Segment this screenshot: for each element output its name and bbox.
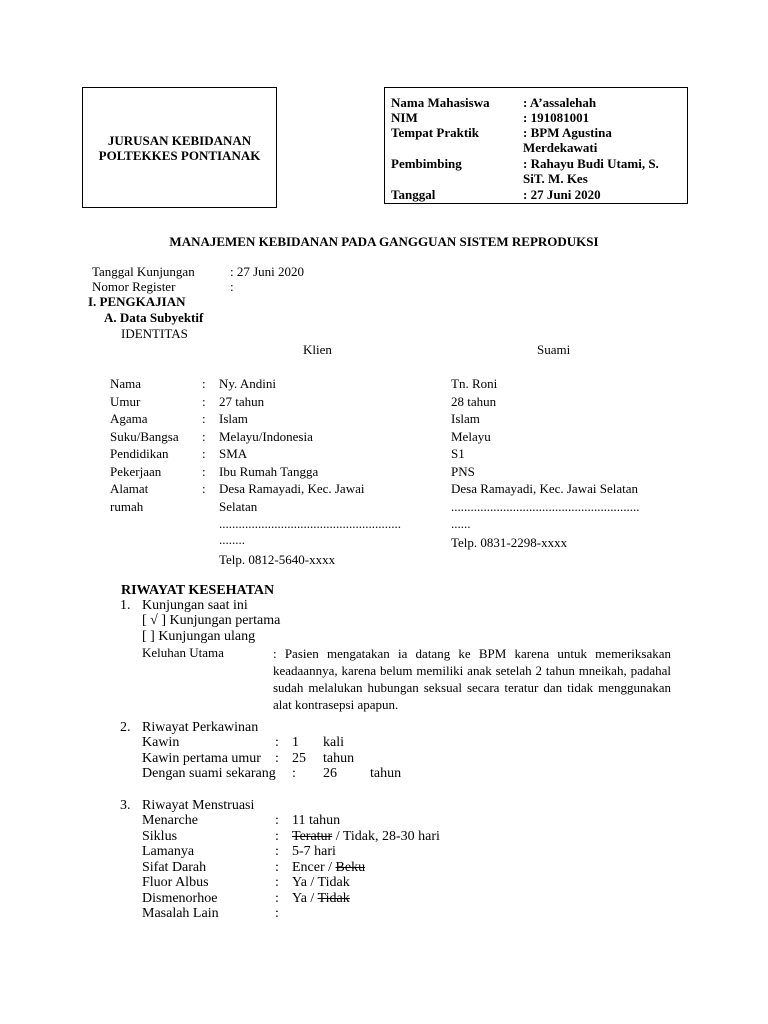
student-name-value: : A’assalehah bbox=[523, 95, 597, 110]
practice-place-label: Tempat Praktik bbox=[391, 125, 479, 140]
fluor-albus-label: Fluor Albus bbox=[142, 875, 209, 890]
subsection-data-subyektif: A. Data Subyektif bbox=[104, 310, 204, 325]
kawin-pertama-unit: tahun bbox=[323, 751, 355, 766]
klien-umur: 27 tahun bbox=[219, 394, 265, 409]
suami-agama: Islam bbox=[451, 411, 480, 426]
lamanya-value: 5-7 hari bbox=[292, 844, 336, 859]
kunjungan-label: Kunjungan saat ini bbox=[142, 598, 248, 613]
item-3-number: 3. bbox=[120, 798, 131, 813]
kawin-label: Kawin bbox=[142, 735, 180, 750]
kawin-pertama-value: 25 bbox=[292, 751, 306, 766]
masalah-lain-label: Masalah Lain bbox=[142, 906, 219, 921]
suami-sekarang-label: Dengan suami sekarang bbox=[142, 766, 276, 781]
dismenorhoe-value bbox=[292, 891, 350, 907]
colon: : bbox=[275, 875, 279, 890]
colon: : bbox=[275, 891, 279, 906]
kunjungan-pertama-option: [ √ ] Kunjungan pertama bbox=[142, 613, 281, 628]
suami-alamat: Desa Ramayadi, Kec. Jawai Selatan bbox=[451, 481, 638, 496]
section-pengkajian: I. PENGKAJIAN bbox=[88, 294, 186, 309]
colon: : bbox=[275, 844, 279, 859]
institution-name: POLTEKKES PONTIANAK bbox=[98, 147, 261, 163]
identity-label-pendidikan: Pendidikan bbox=[110, 446, 169, 461]
institution-dept: JURUSAN KEBIDANAN bbox=[107, 132, 252, 148]
colon: : bbox=[275, 860, 279, 875]
colon: : bbox=[275, 735, 279, 750]
identity-label-rumah: rumah bbox=[110, 499, 144, 514]
sifat-darah-label: Sifat Darah bbox=[142, 860, 207, 875]
riwayat-kesehatan-heading: RIWAYAT KESEHATAN bbox=[121, 583, 275, 598]
kawin-pertama-label: Kawin pertama umur bbox=[142, 751, 261, 766]
lamanya-label: Lamanya bbox=[142, 844, 195, 859]
identity-colon: : bbox=[202, 411, 206, 426]
student-info-box bbox=[384, 87, 688, 204]
menarche-value: 11 tahun bbox=[292, 813, 341, 828]
identity-label-agama: Agama bbox=[110, 411, 148, 426]
siklus-label: Siklus bbox=[142, 829, 178, 844]
klien-dots-1: ........................................................ bbox=[219, 516, 401, 531]
sifat-darah-value bbox=[292, 860, 365, 876]
perkawinan-label: Riwayat Perkawinan bbox=[142, 720, 259, 735]
suami-sekarang-value: 26 bbox=[323, 766, 337, 781]
identity-colon: : bbox=[202, 429, 206, 444]
suami-suku: Melayu bbox=[451, 429, 491, 444]
identity-colon: : bbox=[202, 376, 206, 391]
identity-label-alamat: Alamat bbox=[110, 481, 149, 496]
fluor-albus-value: Ya / Tidak bbox=[292, 875, 350, 890]
kawin-value: 1 bbox=[292, 735, 299, 750]
identity-colon: : bbox=[202, 446, 206, 461]
institution-box bbox=[82, 87, 277, 208]
keluhan-utama-text: : Pasien mengatakan ia datang ke BPM karena untuk memeriksakan keadaannya, karena belum memiliki anak setelah 2 tahun mneikah, padahal sudah melalukan hubungan seksual secara teratur dan tidak menggunakan alat kontrasepsi apapun. bbox=[273, 646, 671, 712]
menarche-label: Menarche bbox=[142, 813, 198, 828]
dismenorhoe-label: Dismenorhoe bbox=[142, 891, 218, 906]
siklus-struck-option: Teratur bbox=[292, 829, 333, 844]
siklus-rest: / Tidak, 28-30 hari bbox=[332, 829, 440, 844]
item-1-number: 1. bbox=[120, 598, 131, 613]
klien-alamat-cont: Selatan bbox=[219, 499, 258, 514]
suami-dots-1: .......................................................... bbox=[451, 499, 640, 514]
suami-nama: Tn. Roni bbox=[451, 376, 498, 391]
kawin-unit: kali bbox=[323, 735, 344, 750]
identity-colon: : bbox=[202, 464, 206, 479]
student-name-label: Nama Mahasiswa bbox=[391, 95, 490, 110]
siklus-value bbox=[292, 829, 440, 845]
document-title: MANAJEMEN KEBIDANAN PADA GANGGUAN SISTEM REPRODUKSI bbox=[169, 234, 599, 249]
kunjungan-ulang-option: [ ] Kunjungan ulang bbox=[142, 629, 256, 644]
suami-pendidikan: S1 bbox=[451, 446, 465, 461]
klien-telp: Telp. 0812-5640-xxxx bbox=[219, 552, 336, 567]
suami-sekarang-unit: tahun bbox=[370, 766, 402, 781]
sifat-darah-selected: Encer / bbox=[292, 860, 336, 875]
item-2-number: 2. bbox=[120, 720, 131, 735]
suami-pekerjaan: PNS bbox=[451, 464, 475, 479]
identity-label-pekerjaan: Pekerjaan bbox=[110, 464, 162, 479]
colon: : bbox=[275, 829, 279, 844]
date-value: : 27 Juni 2020 bbox=[523, 187, 601, 202]
colon: : bbox=[275, 751, 279, 766]
klien-suku: Melayu/Indonesia bbox=[219, 429, 313, 444]
identity-colon: : bbox=[202, 394, 206, 409]
visit-date-label: Tanggal Kunjungan bbox=[92, 264, 195, 279]
menstruasi-label: Riwayat Menstruasi bbox=[142, 798, 255, 813]
klien-dots-2: ........ bbox=[219, 532, 245, 547]
identity-label-suku: Suku/Bangsa bbox=[110, 429, 179, 444]
klien-nama: Ny. Andini bbox=[219, 376, 276, 391]
column-suami: Suami bbox=[537, 342, 571, 357]
klien-pendidikan: SMA bbox=[219, 446, 248, 461]
identity-label-nama: Nama bbox=[110, 376, 142, 391]
dismenorhoe-selected: Ya / bbox=[292, 891, 318, 906]
visit-date-value: : 27 Juni 2020 bbox=[230, 264, 305, 279]
column-klien: Klien bbox=[303, 342, 332, 357]
colon: : bbox=[275, 906, 279, 921]
register-label: Nomor Register bbox=[92, 279, 176, 294]
register-value: : bbox=[230, 279, 234, 294]
nim-value: : 191081001 bbox=[523, 110, 590, 125]
suami-umur: 28 tahun bbox=[451, 394, 497, 409]
suami-telp: Telp. 0831-2298-xxxx bbox=[451, 535, 568, 550]
sifat-darah-struck-option: Beku bbox=[335, 860, 366, 875]
colon: : bbox=[292, 766, 296, 781]
identitas-heading: IDENTITAS bbox=[121, 326, 188, 341]
suami-dots-2: ...... bbox=[451, 516, 471, 531]
klien-agama: Islam bbox=[219, 411, 248, 426]
klien-pekerjaan: Ibu Rumah Tangga bbox=[219, 464, 319, 479]
dismenorhoe-struck-option: Tidak bbox=[317, 891, 350, 906]
practice-place-value: : BPM Agustina Merdekawati bbox=[523, 125, 612, 155]
klien-alamat: Desa Ramayadi, Kec. Jawai bbox=[219, 481, 365, 496]
identity-colon: : bbox=[202, 481, 206, 496]
nim-label: NIM bbox=[391, 110, 418, 125]
identity-label-umur: Umur bbox=[110, 394, 141, 409]
keluhan-utama-label: Keluhan Utama bbox=[142, 645, 224, 660]
colon: : bbox=[275, 813, 279, 828]
date-label: Tanggal bbox=[391, 187, 436, 202]
supervisor-value: : Rahayu Budi Utami, S. SiT. M. Kes bbox=[523, 156, 659, 186]
supervisor-label: Pembimbing bbox=[391, 156, 462, 171]
